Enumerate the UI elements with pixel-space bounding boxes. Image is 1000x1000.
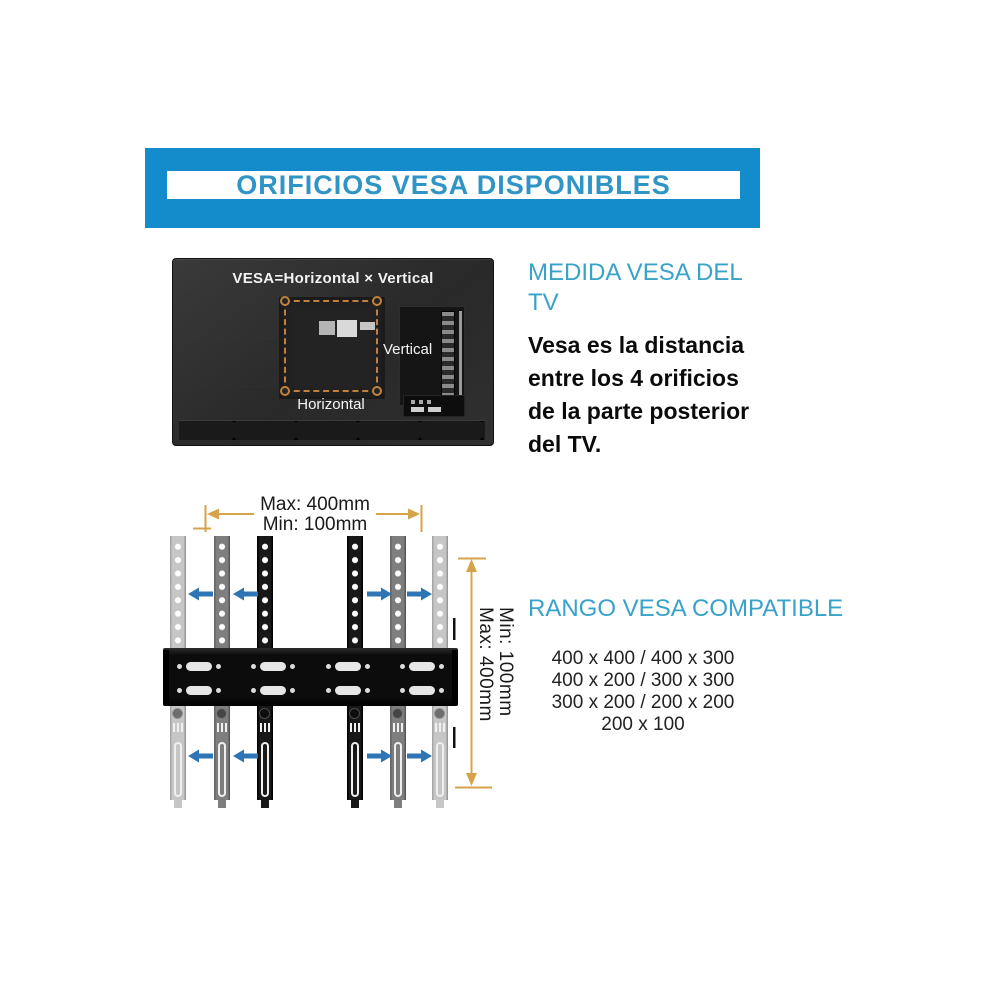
side-dimension-label (475, 607, 515, 722)
vesa-size-row: 300 x 200 / 200 x 200 (551, 692, 735, 713)
tv-back-figure (172, 258, 494, 446)
slide-arrows (188, 588, 432, 763)
tv-back-panel-seam (185, 295, 275, 339)
vesa-corner-hole (280, 386, 290, 396)
vesa-size-row: 200 x 100 (601, 714, 685, 735)
medida-heading-line: TV (528, 289, 559, 316)
medida-description-line: de la parte posterior (528, 398, 750, 424)
rango-vesa-block (528, 595, 844, 736)
vesa-size-row: 400 x 200 / 300 x 300 (551, 670, 735, 691)
top-dimension-min: Min: 100mm (262, 514, 368, 535)
medida-heading (528, 258, 788, 318)
medida-description-line: del TV. (528, 431, 602, 457)
side-dimension-min: Min: 100mm (495, 607, 516, 717)
vesa-corner-hole (372, 296, 382, 306)
tv-port (411, 407, 424, 412)
medida-heading-line: MEDIDA VESA DEL (528, 259, 743, 286)
tv-port (419, 400, 423, 404)
tv-vesa-caption: VESA=Horizontal × Vertical (232, 270, 434, 287)
header-title-box (167, 171, 740, 199)
tv-ports-edge-highlight (459, 311, 462, 399)
tv-port-connectors (441, 311, 455, 401)
header-title: ORIFICIOS VESA DISPONIBLES (236, 169, 671, 200)
horizontal-label: Horizontal (297, 396, 365, 413)
plate-end-hooks (453, 618, 456, 748)
medida-description-line: Vesa es la distancia (528, 332, 745, 358)
tv-port (428, 407, 441, 412)
medida-description-line: entre los 4 orificios (528, 365, 739, 391)
medida-vesa-block (528, 258, 788, 461)
tv-port (411, 400, 415, 404)
vesa-sizes-list (528, 648, 758, 736)
header-banner (145, 148, 760, 228)
top-dimension-max: Max: 400mm (260, 494, 370, 515)
vesa-corner-hole (280, 296, 290, 306)
tv-back-panel-seam (185, 355, 275, 387)
tv-bottom-bar (179, 420, 485, 440)
vesa-corner-hole (372, 386, 382, 396)
medida-description (528, 329, 788, 461)
tv-port (427, 400, 431, 404)
dimension-annotations (155, 495, 515, 830)
vesa-dashed-square (284, 300, 378, 392)
vertical-label: Vertical (383, 341, 433, 358)
tv-bottom-ports (403, 395, 465, 417)
vesa-size-row: 400 x 400 / 400 x 300 (551, 648, 735, 669)
rango-heading: RANGO VESA COMPATIBLE (528, 595, 844, 622)
top-dimension-label (250, 495, 380, 535)
bracket-figure (155, 495, 515, 830)
side-dimension-max: Max: 400mm (475, 607, 496, 722)
